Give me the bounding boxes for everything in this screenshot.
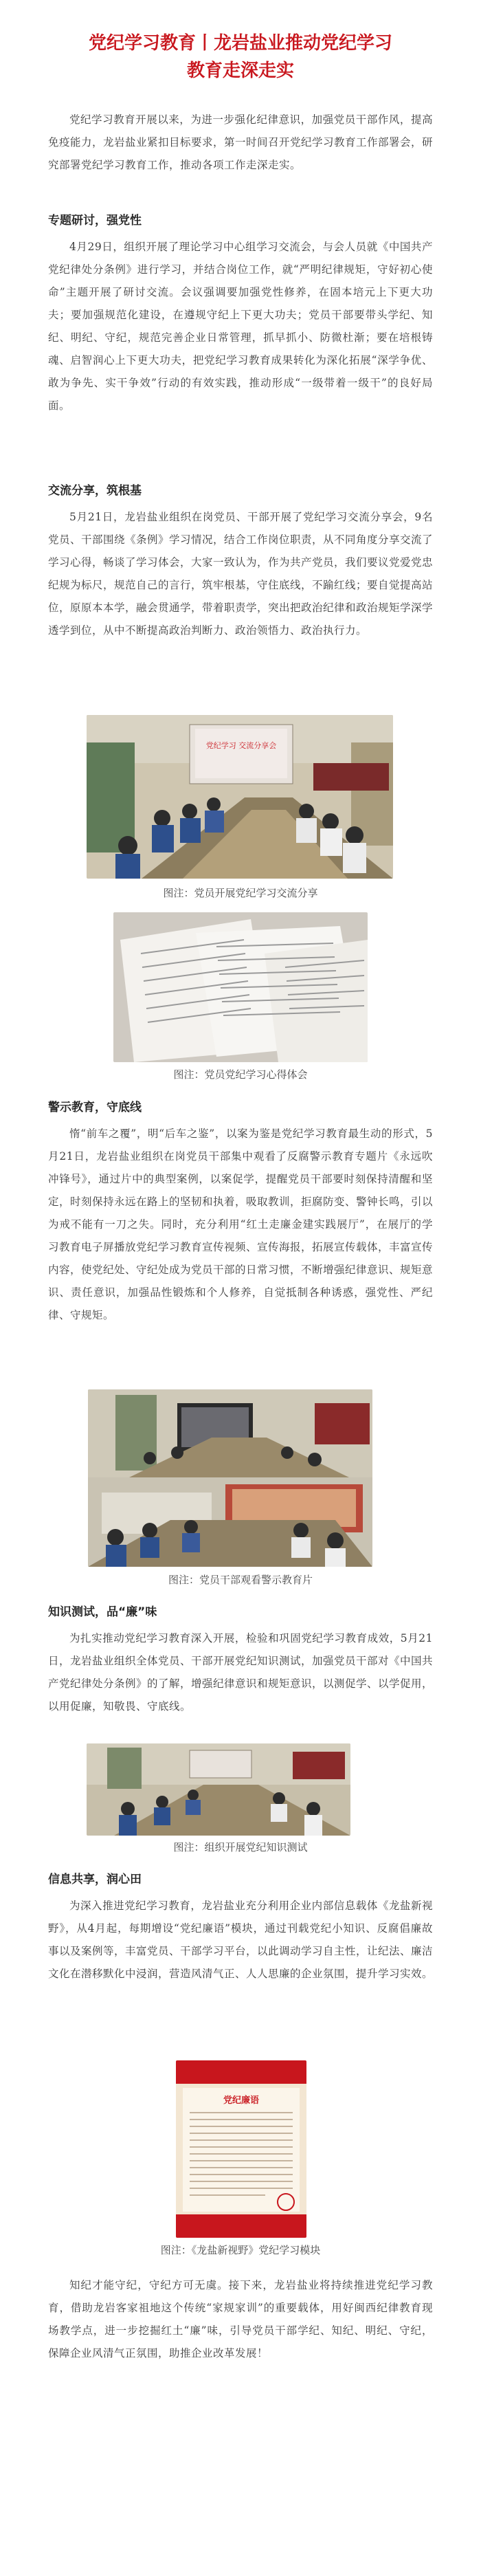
- photo-caption-5: 图注：《龙盐新视野》党纪学习模块: [160, 2244, 321, 2256]
- section-heading-4: 知识测试，品“廉”味: [48, 1605, 157, 1619]
- section-body-5: 为深入推进党纪学习教育，龙岩盐业充分利用企业内部信息载体《龙盐新视野》，从4月起，每期增设“党纪廉语”模块，通过刊载党纪小知识、反腐倡廉故事以及案例等，丰富党员、干部学习平台，以此调动学习自主性，让纪法、廉洁文化在潜移默化中浸润，营造风清气正、人人思廉的企业氛围，提升学习实效。: [48, 1900, 434, 1980]
- closing-paragraph: 知纪才能守纪，守纪方可无虞。接下来，龙岩盐业将持续推进党纪学习教育，借助龙岩客家祖地这个传统“家规家训”的重要载体，用好闽西纪律教育现场教学点，进一步挖掘红土“廉”味，引导党员干部学纪、知纪、明纪、守纪，保障企业风清气正氛围，助推企业改革发展！: [48, 2279, 433, 2359]
- newsletter-photo: [176, 2060, 306, 2238]
- photo-caption-4: 图注：组织开展党纪知识测试: [173, 1841, 308, 1853]
- photo-caption-2: 图注：党员党纪学习心得体会: [173, 1068, 308, 1081]
- section-body-1: 4月29日，组织开展了理论学习中心组学习交流会，与会人员就《中国共产党纪律处分条例》进行学习，并结合岗位工作，就“严明纪律规矩，守好初心使命”主题开展了研讨交流。会议强调要加强党性修养，在固本培元上下更大功夫；要加强规范化建设，在遵规守纪上下更大功夫；党员干部要带头学纪、知纪、明纪、守纪，规范完善企业日常管理，抓早抓小、防微杜渐；要在培根铸魂、启智润心上下更大功夫，把党纪学习教育成果转化为深化拓展“深学争优、敢为争先、实干争效”行动的有效实践，推动形成“一级带着一级干”的良好局面。: [48, 241, 433, 412]
- meeting-room-photo: [87, 715, 393, 879]
- photo-caption-3: 图注：党员干部观看警示教育片: [168, 1574, 313, 1586]
- section-heading-5: 信息共享，润心田: [48, 1873, 142, 1886]
- section-heading-3: 警示教育，守底线: [48, 1101, 142, 1114]
- photo-caption-1: 图注：党员开展党纪学习交流分享: [163, 887, 318, 899]
- section-heading-1: 专题研讨，强党性: [48, 214, 142, 228]
- section-body-2: 5月21日，龙岩盐业组织在岗党员、干部开展了党纪学习交流分享会，9名党员、干部围绕《条例》学习情况，结合工作岗位职责，从不同角度分享交流了学习心得，畅谈了学习体会，大家一致认为，作为共产党员，我们要议党爱党忠纪规为标尺，规范自己的言行，筑牢根基，守住底线，不踰红线；要自觉提高站位，原原本本学，融会贯通学，带着职责学，突出把政治纪律和政治规矩学深学透学到位，从中不断提高政治判断力、政治领悟力、政治执行力。: [48, 511, 434, 637]
- intro-paragraph: 党纪学习教育开展以来，为进一步强化纪律意识，加强党员干部作风，提高免疫能力，龙岩盐业紧扣目标要求，第一时间召开党纪学习教育工作部署会，研究部署党纪学习教育工作，推动各项工作走深走实。: [48, 113, 434, 171]
- exam-room-photo: [87, 1743, 350, 1836]
- article-title-line2: 教育走深走实: [186, 60, 294, 81]
- papers-photo: [113, 912, 368, 1062]
- video-viewing-photo: [88, 1389, 372, 1567]
- newsletter-heading-text: 党纪廉语: [223, 2095, 260, 2106]
- meeting-screen-text: 党纪学习 交流分享会: [205, 741, 277, 750]
- section-heading-2: 交流分享，筑根基: [48, 484, 142, 498]
- section-body-4: 为扎实推动党纪学习教育深入开展，检验和巩固党纪学习教育成效，5月21日，龙岩盐业组织全体党员、干部开展党纪知识测试，加强党员干部对《中国共产党纪律处分条例》的了解，增强纪律意识和规矩意识，以测促学、以学促用，以用促廉，知敬畏、守底线。: [48, 1632, 434, 1713]
- article-title-line1: 党纪学习教育丨龙岩盐业推动党纪学习: [88, 33, 392, 54]
- section-body-3: 惰“前车之覆”，明“后车之鉴”，以案为鉴是党纪学习教育最生动的形式，5月21日，龙岩盐业组织在岗党员干部集中观看了反腐警示教育专题片《永远吹冲锋号》，通过片中的典型案例，以案促学，提醒党员干部要时刻保持清醒和坚定，时刻保持永远在路上的坚韧和执着，吸取教训，拒腐防变、警钟长鸣，引以为戒不能有一刀之失。同时，充分利用“红土走廉金建实践展厅”，在展厅的学习教育电子屏播放党纪学习教育宣传视频、宣传海报，拓展宣传载体，丰富宣传内容，使党纪处、守纪处成为党员干部的日常习惯，不断增强纪律意识、规矩意识、责任意识，加强品性锻炼和个人修养，自觉抵制各种诱惑，强党性、严纪律、守规矩。: [48, 1127, 434, 1321]
